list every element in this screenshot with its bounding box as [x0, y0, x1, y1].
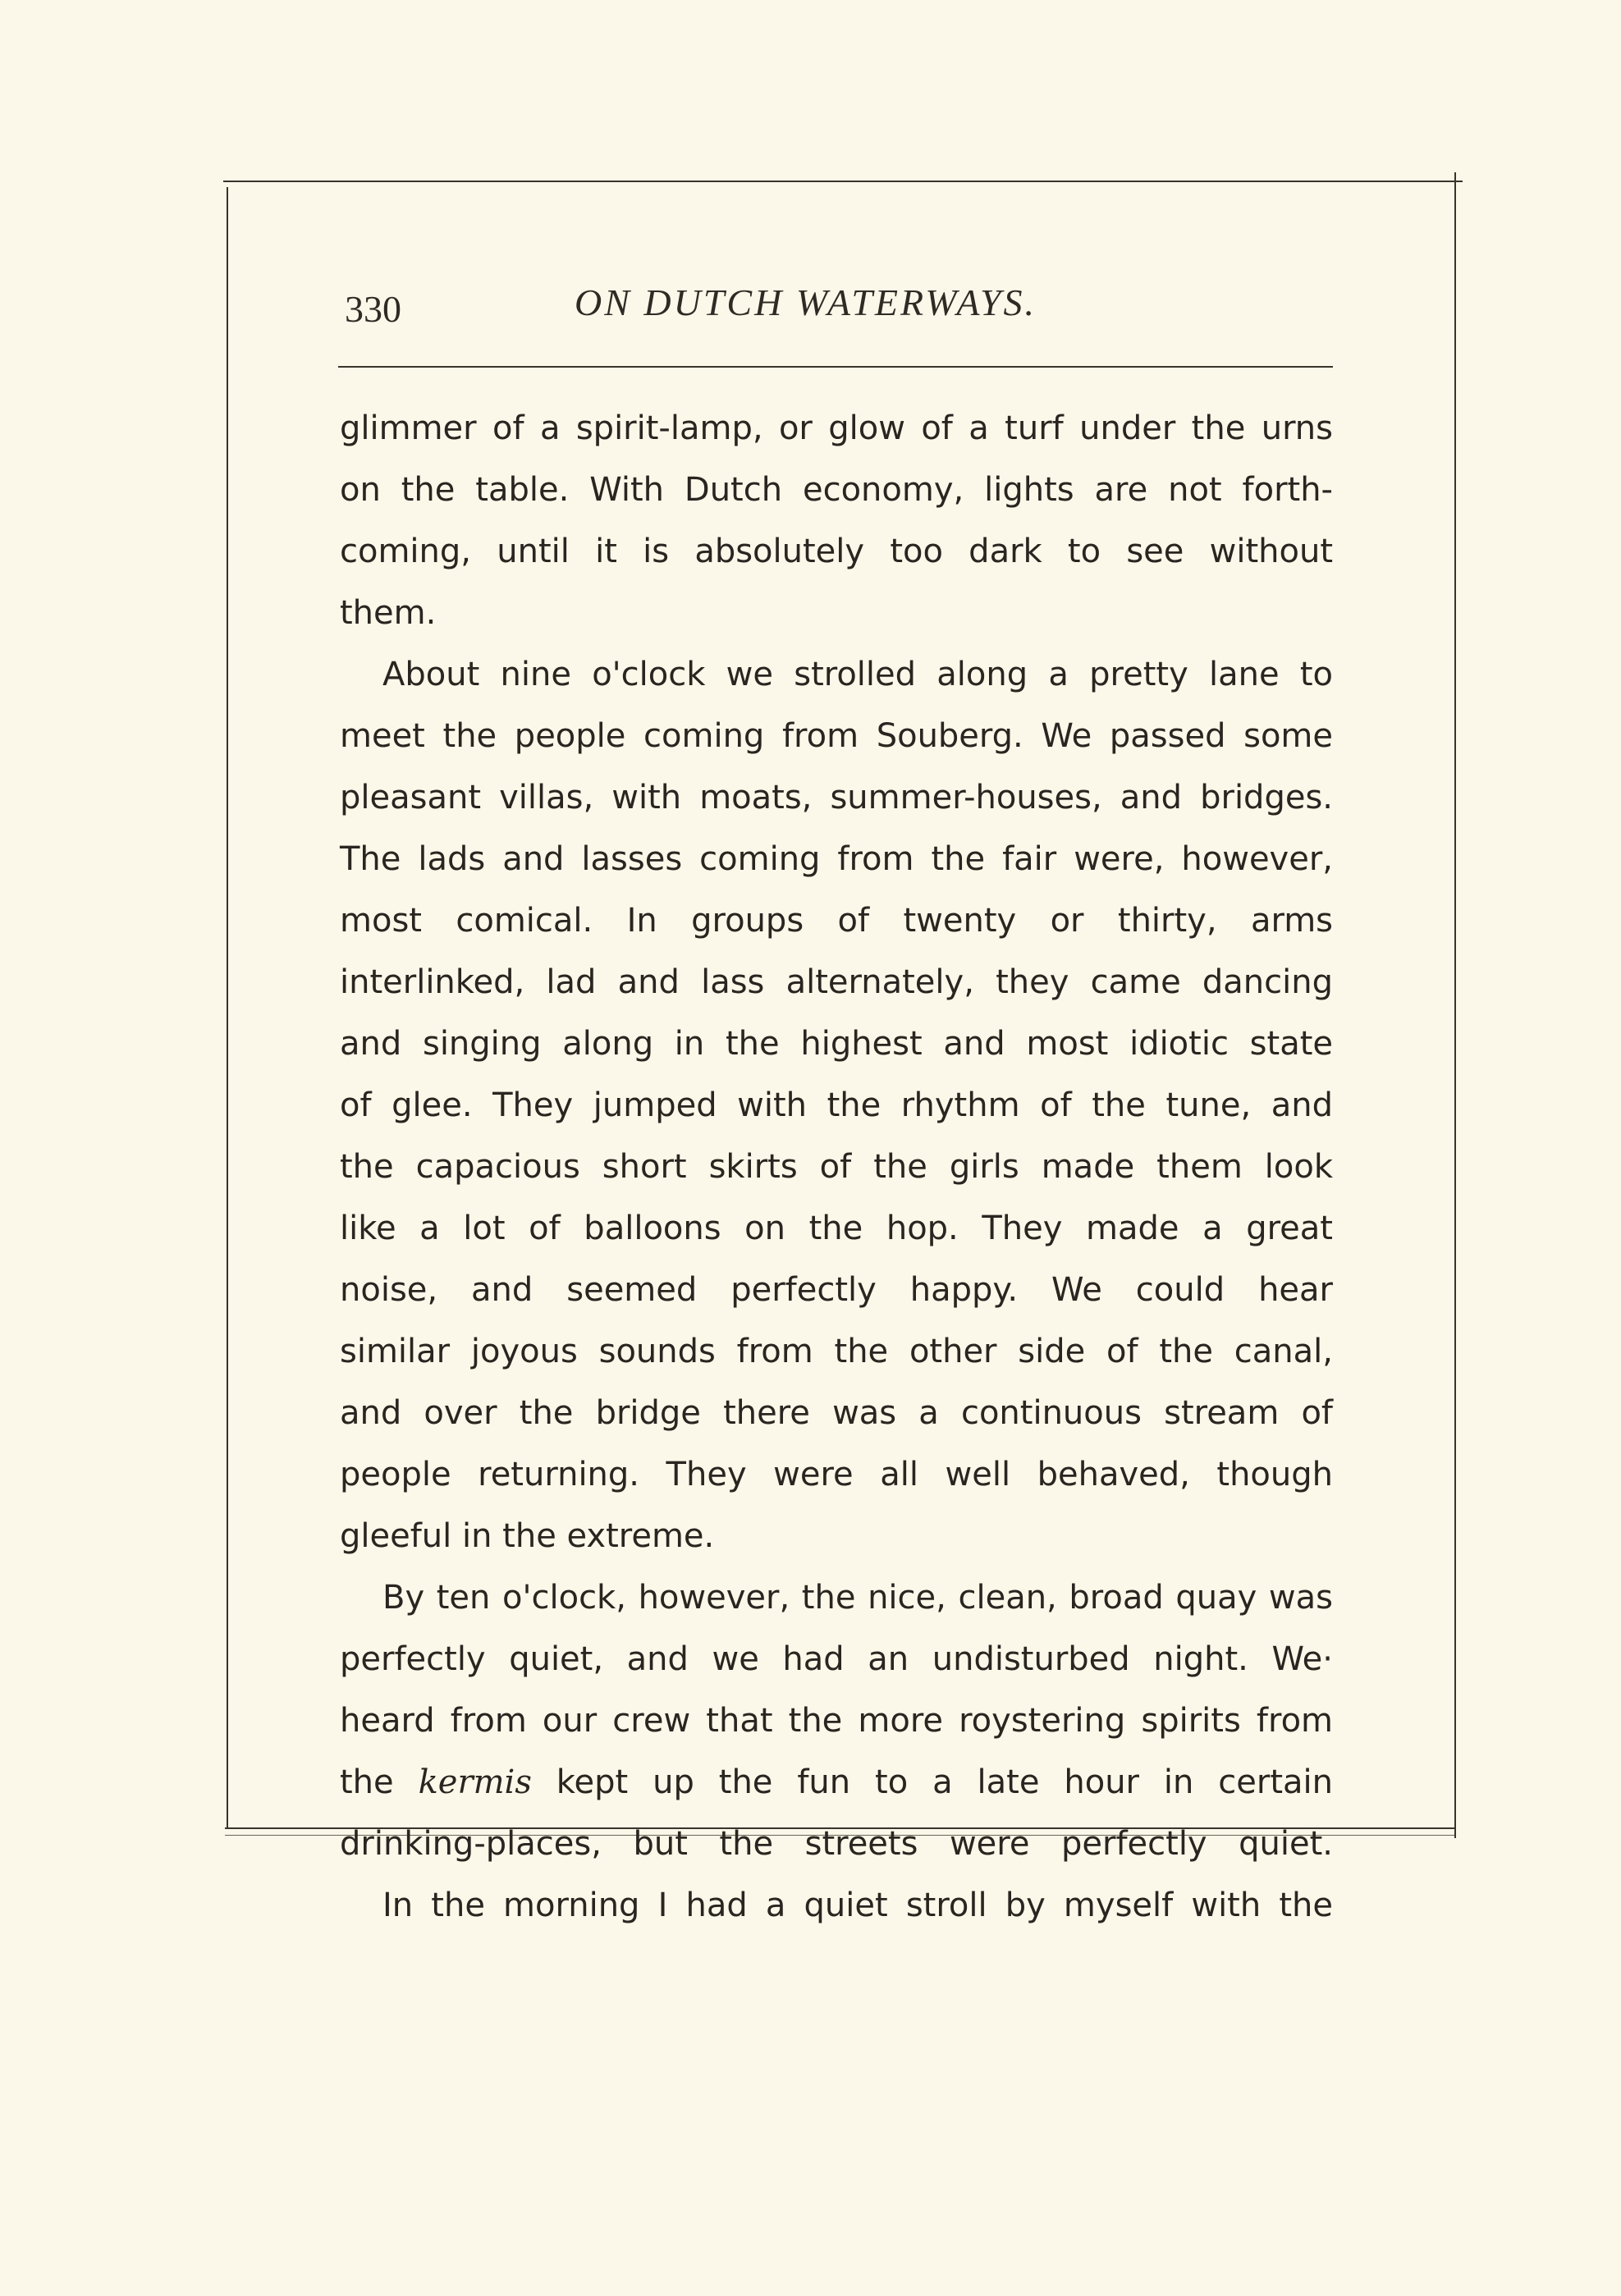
text-line: gleeful in the extreme. [340, 1517, 715, 1555]
text-line: like a lot of balloons on the hop. They made a great [340, 1210, 1333, 1247]
text-line: them. [340, 594, 437, 632]
text-line: and singing along in the highest and most idiotic state [340, 1025, 1333, 1063]
text-line: pleasant villas, with moats, summer-houses, and bridges. [340, 779, 1333, 816]
text-line: meet the people coming from Souberg. We passed some [340, 717, 1333, 755]
text-line: The lads and lasses coming from the fair were, however, [340, 840, 1333, 878]
text-segment: kept up the fun to a late hour in certain [531, 1763, 1333, 1801]
text-line: glimmer of a spirit-lamp, or glow of a turf under the urns [340, 409, 1333, 447]
text-line: interlinked, lad and lass alternately, they came dancing [340, 963, 1333, 1001]
page-frame-top-rule [223, 181, 1463, 182]
text-line: noise, and seemed perfectly happy. We could hear [340, 1271, 1333, 1309]
text-line: people returning. They were all well behaved, though [340, 1456, 1333, 1493]
text-line: of glee. They jumped with the rhythm of the tune, and [340, 1086, 1333, 1124]
header-rule [338, 366, 1333, 368]
text-line-with-italic [340, 1752, 1333, 1813]
text-line: drinking-places, but the streets were perfectly quiet. [340, 1825, 1333, 1863]
paragraph-start-line: By ten o'clock, however, the nice, clean, broad quay was [382, 1579, 1333, 1617]
text-line: most comical. In groups of twenty or thirty, arms [340, 902, 1333, 940]
text-line: and over the bridge there was a continuous stream of [340, 1394, 1333, 1432]
italic-word: kermis [418, 1763, 532, 1801]
body-text [340, 398, 1333, 1937]
running-title: ON DUTCH WATERWAYS. [575, 281, 1037, 323]
text-segment: the [340, 1763, 419, 1801]
text-line: similar joyous sounds from the other side of the canal, [340, 1333, 1333, 1370]
page-frame-left-rule [227, 187, 228, 1828]
page-number: 330 [345, 288, 401, 330]
text-line: heard from our crew that the more roystering spirits from [340, 1702, 1333, 1740]
text-line: coming, until it is absolutely too dark to see without [340, 533, 1333, 570]
text-line: the capacious short skirts of the girls made them look [340, 1148, 1333, 1186]
page-frame-right-rule [1454, 172, 1456, 1838]
paragraph-start-line: About nine o'clock we strolled along a pretty lane to [382, 656, 1333, 693]
paragraph-start-line: In the morning I had a quiet stroll by myself with the [382, 1887, 1333, 1924]
text-line: perfectly quiet, and we had an undisturbed night. We· [340, 1640, 1333, 1678]
text-line: on the table. With Dutch economy, lights are not forth- [340, 471, 1333, 509]
